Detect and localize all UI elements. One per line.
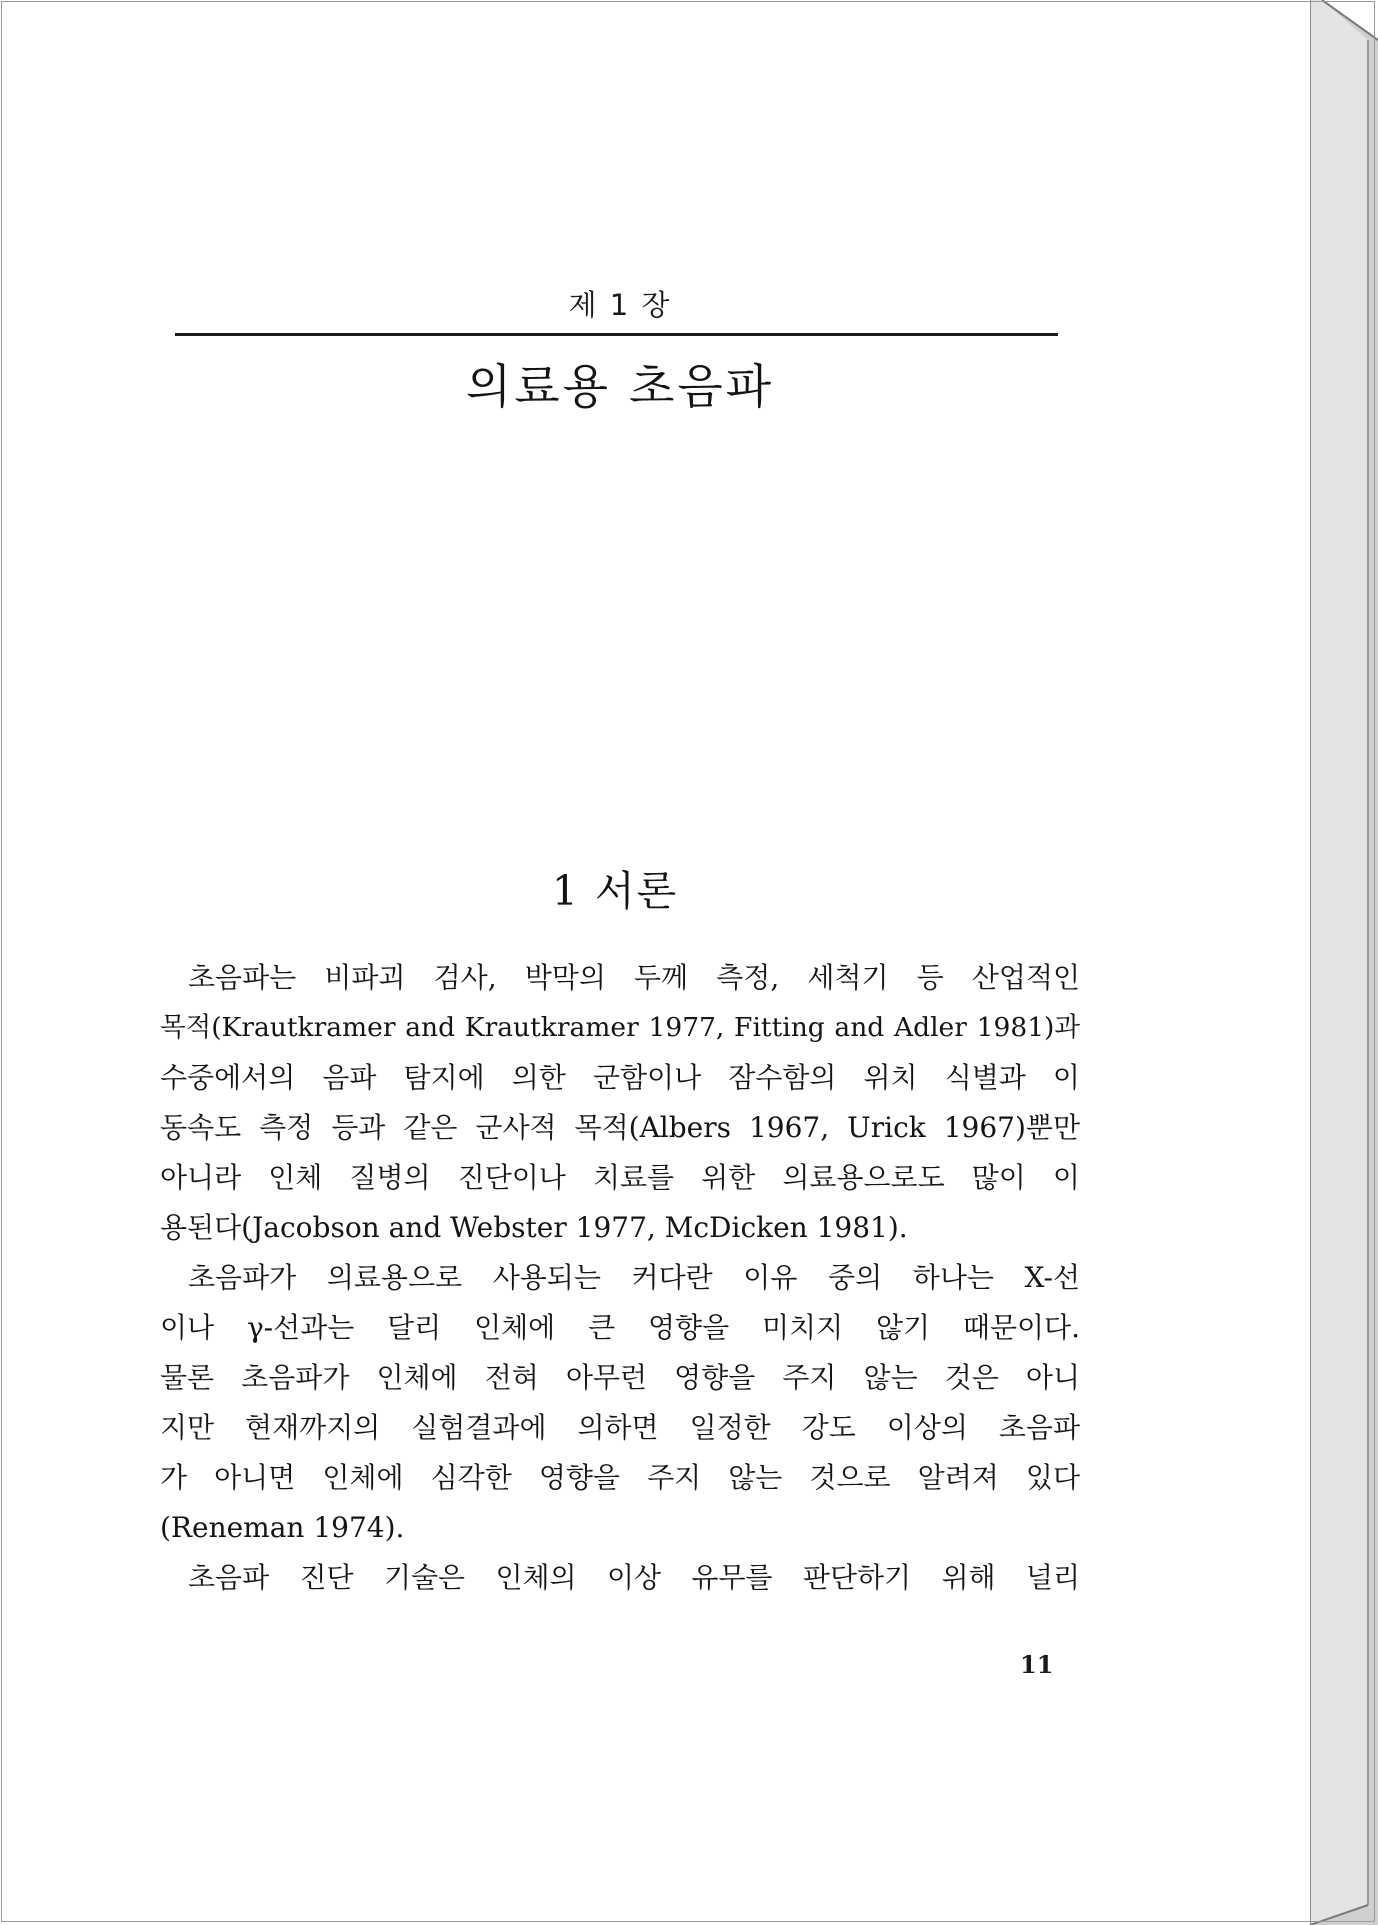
paragraph-2: [160, 1253, 1080, 1553]
chapter-label: 제 1 장: [568, 288, 672, 322]
chapter-rule: [175, 333, 1058, 336]
text-line: (Reneman 1974).: [160, 1511, 405, 1544]
text-line: 동속도 측정 등과 같은 군사적 목적(Albers 1967, Urick 1967)뿐만: [160, 1111, 1080, 1144]
text-line: 아니라 인체 질병의 진단이나 치료를 위한 의료용으로도 많이 이: [160, 1161, 1080, 1194]
page-number: 11: [1020, 1650, 1054, 1679]
text-line: 가 아니면 인체에 심각한 영향을 주지 않는 것으로 알려져 있다: [160, 1461, 1080, 1494]
text-line: 초음파 진단 기술은 인체의 이상 유무를 판단하기 위해 널리: [188, 1561, 1080, 1594]
chapter-title: 의료용 초음파: [465, 360, 775, 415]
text-line: 초음파가 의료용으로 사용되는 커다란 이유 중의 하나는 X-선: [188, 1261, 1080, 1294]
text-line: 물론 초음파가 인체에 전혀 아무런 영향을 주지 않는 것은 아니: [160, 1361, 1080, 1394]
paragraph-1: [160, 953, 1080, 1253]
text-line: 수중에서의 음파 탐지에 의한 군함이나 잠수함의 위치 식별과 이: [160, 1061, 1080, 1094]
text-line: 목적(Krautkramer and Krautkramer 1977, Fitting and Adler 1981)과: [160, 1012, 1080, 1043]
text-line: 초음파는 비파괴 검사, 박막의 두께 측정, 세척기 등 산업적인: [188, 961, 1080, 994]
text-line: 지만 현재까지의 실험결과에 의하면 일정한 강도 이상의 초음파: [160, 1411, 1080, 1444]
text-line: 이나 γ-선과는 달리 인체에 큰 영향을 미치지 않기 때문이다.: [160, 1311, 1080, 1344]
text-line: 용된다(Jacobson and Webster 1977, McDicken 1981).: [160, 1211, 908, 1244]
body-text: [160, 953, 1080, 1603]
section-title: 1 서론: [551, 867, 679, 915]
paragraph-3: [160, 1553, 1080, 1603]
